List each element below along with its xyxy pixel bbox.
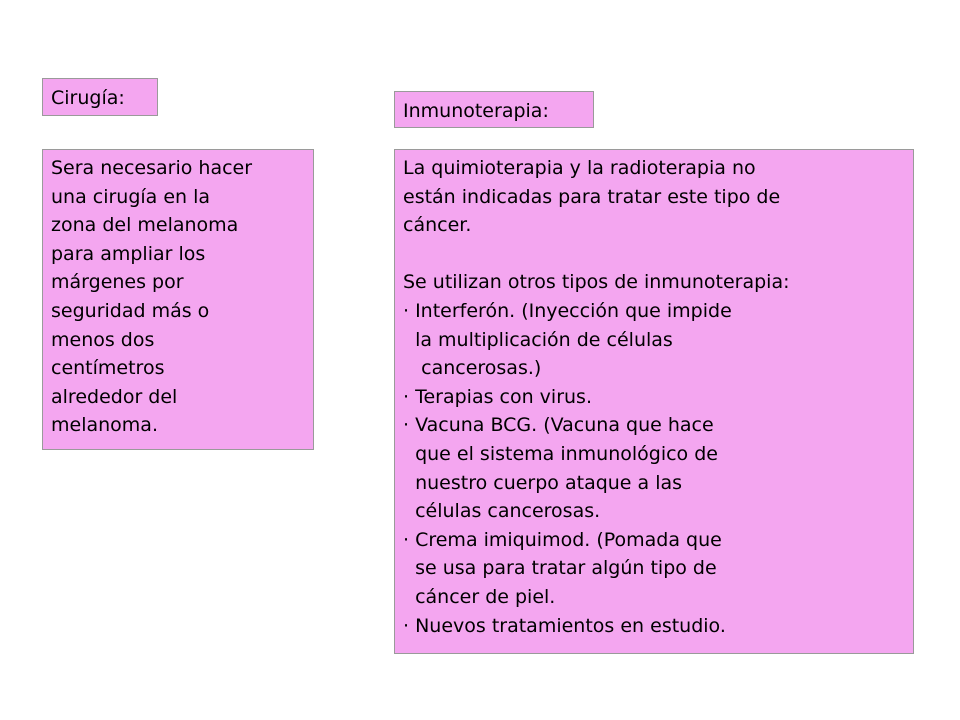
list-item-continuation: cancerosas.): [403, 357, 542, 380]
list-item: · Crema imiquimod. (Pomada que: [403, 528, 722, 551]
text-line: una cirugía en la: [51, 185, 211, 208]
list-item: · Vacuna BCG. (Vacuna que hace: [403, 414, 714, 437]
list-item-continuation: células cancerosas.: [403, 500, 601, 523]
list-item-continuation: que el sistema inmunológico de: [403, 442, 718, 465]
inmunoterapia-title: Inmunoterapia:: [403, 100, 549, 122]
text-line: están indicadas para tratar este tipo de: [403, 185, 781, 208]
text-line: menos dos: [51, 328, 155, 351]
inmunoterapia-title-box: [394, 91, 594, 128]
list-item-continuation: se usa para tratar algún tipo de: [403, 557, 717, 580]
text-line: Se utilizan otros tipos de inmunoterapia:: [403, 271, 790, 294]
cirugia-title: Cirugía:: [51, 87, 125, 109]
text-line: para ampliar los: [51, 242, 206, 265]
cirugia-text-box: [42, 149, 314, 450]
list-item: · Interferón. (Inyección que impide: [403, 299, 732, 322]
text-line: cáncer.: [403, 214, 472, 237]
blank-line: [403, 240, 913, 269]
inmunoterapia-text-box: [394, 149, 914, 654]
text-line: seguridad más o: [51, 299, 210, 322]
text-line: melanoma.: [51, 414, 158, 437]
text-line: zona del melanoma: [51, 214, 239, 237]
list-item-continuation: nuestro cuerpo ataque a las: [403, 471, 683, 494]
text-line: márgenes por: [51, 271, 184, 294]
text-line: alrededor del: [51, 385, 178, 408]
text-line: centímetros: [51, 357, 165, 380]
list-item: · Nuevos tratamientos en estudio.: [403, 614, 726, 637]
cirugia-title-box: [42, 78, 158, 116]
list-item: · Terapias con virus.: [403, 385, 592, 408]
text-line: La quimioterapia y la radioterapia no: [403, 157, 756, 179]
list-item-continuation: cáncer de piel.: [403, 585, 556, 608]
text-line: Sera necesario hacer: [51, 157, 253, 179]
list-item-continuation: la multiplicación de células: [403, 328, 673, 351]
